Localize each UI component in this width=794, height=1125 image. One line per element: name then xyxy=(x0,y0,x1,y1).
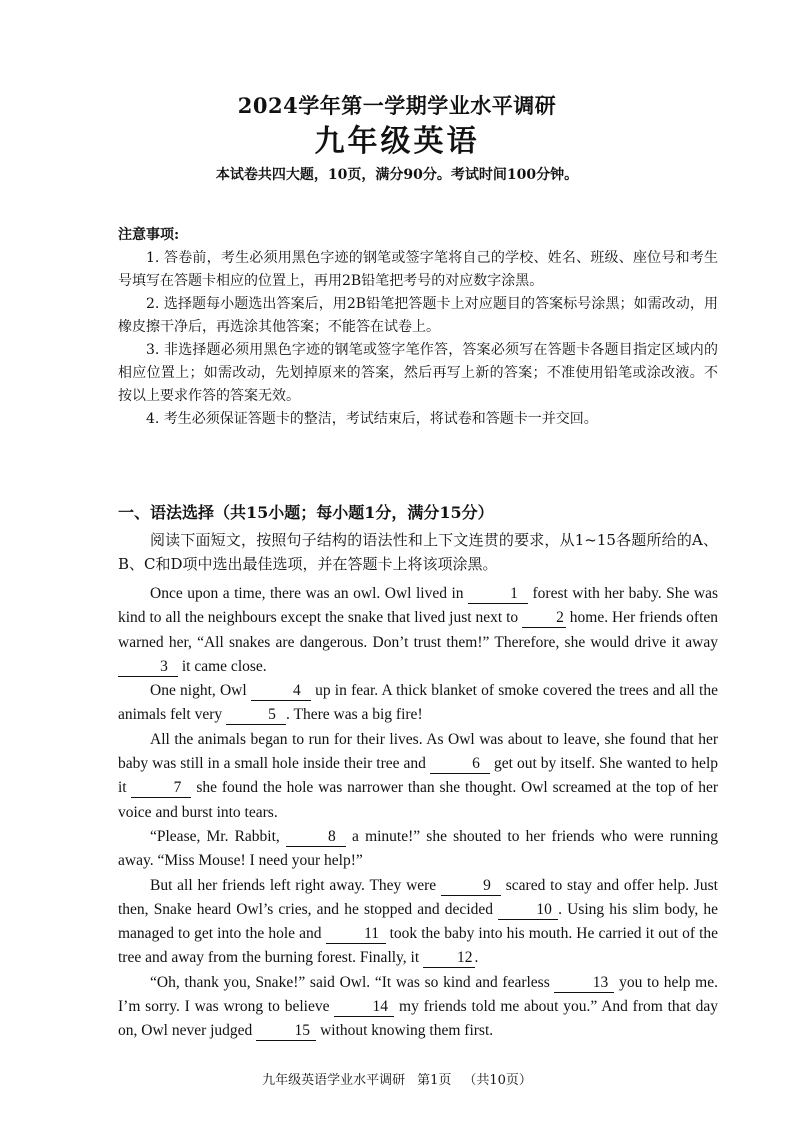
note-item: 2. 选择题每小题选出答案后，用2B铅笔把答题卡上对应题目的答案标号涂黑；如需改动，用橡皮擦干净后，再选涂其他答案；不能答在试卷上。 xyxy=(118,296,718,335)
note-item: 1. 答卷前，考生必须用黑色字迹的钢笔或签字笔将自己的学校、姓名、班级、座位号和考生号填写在答题卡相应的位置上，再用2B铅笔把考号的对应数字涂黑。 xyxy=(118,250,718,289)
blank-4: 4 xyxy=(251,682,311,701)
blank-3: 3 xyxy=(118,658,178,677)
blank-6: 6 xyxy=(430,755,490,774)
passage-text: up in fear. A thick blanket of smoke covered the trees and all the animals felt very xyxy=(118,682,718,724)
passage-paragraph xyxy=(118,971,718,1044)
blank-8: 8 xyxy=(286,828,346,847)
passage-text: get out by itself. She wanted to help it xyxy=(118,755,718,797)
section-title: 一、语法选择（共15小题；每小题1分，满分15分） xyxy=(118,503,494,522)
blank-13: 13 xyxy=(554,974,614,993)
blank-14: 14 xyxy=(334,998,394,1017)
footer-label: 九年级英语学业水平调研 xyxy=(262,1073,406,1088)
passage-paragraph xyxy=(118,679,718,728)
footer-page-number: 第1页 xyxy=(417,1073,452,1088)
passage-text: . xyxy=(474,949,479,967)
passage-text: my friends told me about you.” And from that day on, Owl never judged xyxy=(118,998,718,1040)
blank-11: 11 xyxy=(326,925,386,944)
passage-text: took the baby into his mouth. He carried it out of the tree and away from the burning forest. Finally, it xyxy=(118,925,719,967)
footer-total-pages: （共10页） xyxy=(463,1073,532,1088)
passage-text: “Please, Mr. Rabbit, xyxy=(150,827,286,845)
passage-text: All the animals began to run for their lives. As Owl was about to leave, she found that her baby was still in a small hole inside their tree and xyxy=(118,730,718,773)
exam-info: 本试卷共四大题，10页，满分90分。考试时间100分钟。 xyxy=(215,167,579,183)
passage-text: she found the hole was narrower than she thought. Owl screamed at the top of her voice and burst into tears. xyxy=(118,779,718,821)
blank-15: 15 xyxy=(256,1022,316,1041)
blank-5: 5 xyxy=(226,706,286,725)
section-instructions xyxy=(118,528,718,576)
passage-paragraph xyxy=(118,874,718,971)
passage-text: without knowing them first. xyxy=(316,1022,494,1040)
passage-text: home. Her friends often warned her, “All snakes are dangerous. Don’t trust them!” Therefore, she would drive it away xyxy=(118,609,719,651)
passage-text: you to help me. I’m sorry. I was wrong to believe xyxy=(118,973,718,1016)
note-item: 3. 非选择题必须用黑色字迹的钢笔或签字笔作答，答案必须写在答题卡各题目指定区域内的相应位置上；如需改动，先划掉原来的答案，然后再写上新的答案；不准使用铅笔或涂改液。不按以上要求作答的答案无效。 xyxy=(118,342,718,404)
blank-9: 9 xyxy=(441,877,501,896)
page-footer xyxy=(0,1069,794,1088)
notes-title: 注意事项: xyxy=(118,227,180,243)
blank-10: 10 xyxy=(498,901,558,920)
passage-paragraph xyxy=(118,825,718,874)
passage-paragraph xyxy=(118,728,718,825)
passage-text: Once upon a time, there was an owl. Owl lived in xyxy=(150,585,469,602)
blank-2: 2 xyxy=(522,609,566,628)
passage-text: it came close. xyxy=(178,657,267,675)
passage-text: . Using his slim body, he managed to get into the hole and xyxy=(118,900,718,943)
reading-passage xyxy=(118,582,718,1044)
passage-text: scared to stay and offer help. Just then, Snake heard Owl’s cries, and he stopped and decided xyxy=(118,876,718,918)
passage-text: a minute!” she shouted to her friends who were running away. “Miss Mouse! I need your help!” xyxy=(118,827,718,870)
passage-text: forest with her baby. She was kind to all the neighbours except the snake that lived just next to xyxy=(118,585,718,627)
blank-7: 7 xyxy=(131,779,191,798)
passage-text: “Oh, thank you, Snake!” said Owl. “It was so kind and fearless xyxy=(150,973,555,991)
passage-text: But all her friends left right away. They were xyxy=(150,876,441,894)
blank-12: 12 xyxy=(423,949,475,968)
notes-list xyxy=(118,247,718,431)
exam-title-term: 2024学年第一学期学业水平调研 xyxy=(237,93,557,118)
note-item: 4. 考生必须保证答题卡的整洁，考试结束后，将试卷和答题卡一并交回。 xyxy=(146,411,598,427)
instructions-text: 阅读下面短文，按照句子结构的语法性和上下文连贯的要求，从1~15各题所给的A、B、C和D项中选出最佳选项，并在答题卡上将该项涂黑。 xyxy=(118,531,718,573)
passage-text: One night, Owl xyxy=(150,682,251,700)
passage-text: . There was a big fire! xyxy=(286,706,423,724)
blank-1: 1 xyxy=(468,585,528,604)
exam-title-subject: 九年级英语 xyxy=(314,124,480,159)
passage-paragraph xyxy=(118,582,718,679)
